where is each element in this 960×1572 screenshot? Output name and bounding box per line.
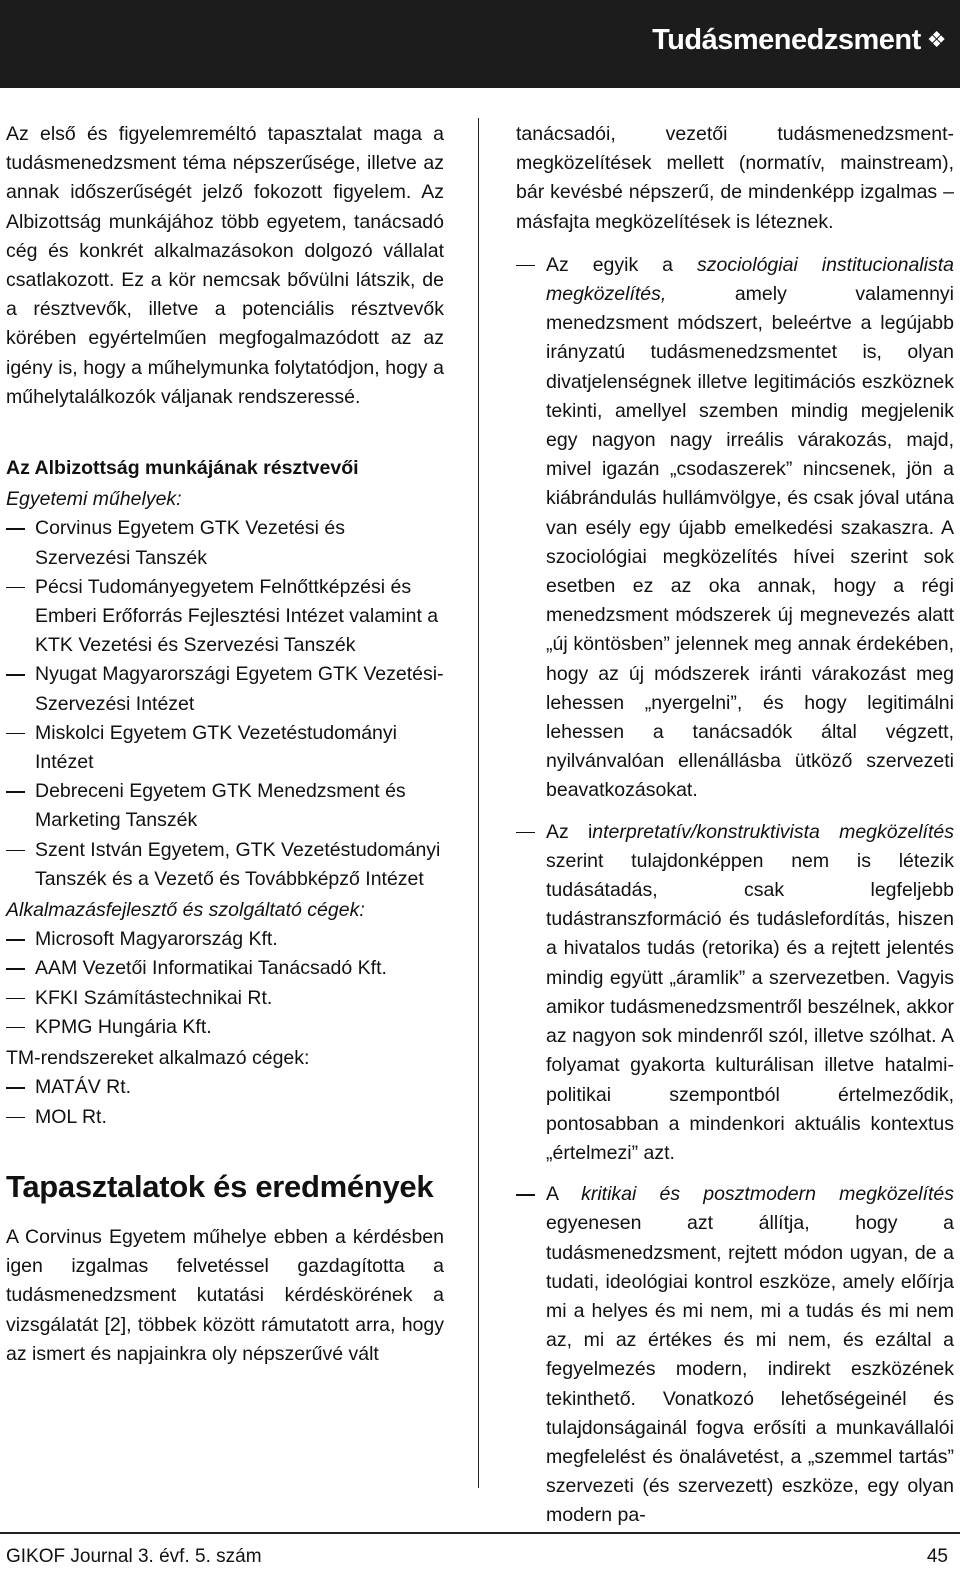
approach-term: kritikai és posztmodern megközelítés — [581, 1183, 954, 1206]
approaches-list — [516, 251, 954, 1531]
approach-item-interpretative — [516, 818, 954, 1168]
approach-text: Az i — [546, 820, 593, 843]
approach-term: szociológiai institucionalista megközelítés, — [546, 253, 954, 306]
list-item: Miskolci Egyetem GTK Vezetéstudományi Intézet — [6, 719, 444, 777]
universities-list — [6, 514, 444, 894]
list-item: MOL Rt. — [6, 1103, 444, 1132]
approach-text: egyenesen azt állítja, hogy a tudásmenedzsment, rejtett módon ugyan, de a tudati, ideológiai kontrol eszköze, amely előírja mi a helyes és mi nem, mi a tudás és mi nem az, mi az értékes és mi nem, és ezáltal a fegyelmezés modern, indirekt eszközének tekinthető. Vonatkozó lehetőségeinél és tulajdonságainál fogva erősíti a munkavállalói megfelelést és önalávetést, a „szemmel tartás” szervezeti (és szervezett) eszköze, egy olyan modern pa- — [546, 1212, 954, 1527]
column-divider — [478, 118, 479, 1488]
list-item: AAM Vezetői Informatikai Tanácsadó Kft. — [6, 954, 444, 983]
tm-users-label: TM-rendszereket alkalmazó cégek: — [6, 1047, 310, 1070]
approach-text: Az egyik a — [546, 253, 697, 276]
right-column — [516, 120, 954, 1531]
footer-rule — [0, 1532, 960, 1534]
approach-text: szerint tulajdonképpen nem is létezik tudásátadás, csak legfeljebb tudástranszformáció és tudáslefordítás, hiszen a hivatalos tudás (retorika) és a rejtett jelentés mindig együtt „áramlik” a szervezetben. Vagyis amikor tudásmenedzsmentről beszélnek, akkor az nagyon sok mindenről szól, illetve szólhat. A folyamat gyakorta kulturálisan illetve hatalmi-politikai szempontból értelmeződik, pontosabban a mindenkori aktuális kontextus „értelmezi” azt. — [546, 849, 954, 1164]
left-column — [6, 120, 444, 1369]
list-item: Szent István Egyetem, GTK Vezetéstudományi Tanszék és a Vezető és Továbbképző Intézet — [6, 836, 444, 894]
footer-journal: GIKOF Journal 3. évf. 5. szám — [6, 1546, 262, 1567]
approach-item-sociological — [516, 251, 954, 806]
list-item: Pécsi Tudományegyetem Felnőttképzési és Emberi Erőforrás Fejlesztési Intézet valamint a KTK Vezetési és Szervezési Tanszék — [6, 573, 444, 661]
list-item: Debreceni Egyetem GTK Menedzsment és Marketing Tanszék — [6, 777, 444, 835]
developers-label: Alkalmazásfejlesztő és szolgáltató cégek: — [6, 899, 365, 922]
list-item: MATÁV Rt. — [6, 1073, 444, 1102]
approach-item-critical — [516, 1180, 954, 1530]
participants-heading: Az Albizottság munkájának résztvevői — [6, 457, 359, 480]
header-title-block — [652, 24, 946, 57]
approach-text: amely valamennyi menedzsment módszert, beleértve a legújabb irányzatú tudásmenedzsmentet is, olyan divatjelenségnek illetve legitimációs eszköznek tekinti, amellyel szemben mindig megjelenik egy nagyon nagy irreális várakozás, majd, mivel igazán „csodaszerek” nincsenek, jön a kiábrándulás hullámvölgye, és csak jóval utána van esély egy újabb emelkedési szakaszra. A szociológiai megközelítés hívei szerint sok esetben ez az oka annak, hogy a régi menedzsment módszerek új megnevezés alatt „új köntösben” jelennek meg annak érdekében, hogy az új módszerek iránti várakozást meg lehessen „nyergelni”, és hogy legitimálni lehessen a tanácsadók által végzett, nyilvánvalóan ellenállásba ütköző szervezeti beavatkozásokat. — [546, 283, 954, 802]
list-item: KFKI Számítástechnikai Rt. — [6, 984, 444, 1013]
universities-label: Egyetemi műhelyek: — [6, 488, 182, 511]
approach-text: A — [546, 1183, 582, 1206]
section-paragraph: A Corvinus Egyetem műhelye ebben a kérdésben igen izgalmas felvetéssel gazdagította a tudásmenedzsment kutatási kérdéskörének a vizsgálatát [2], többek között rámutatott arra, hogy az ismert és napjainkra oly népszerűvé vált — [6, 1225, 444, 1365]
developers-list — [6, 925, 444, 1042]
list-item: Corvinus Egyetem GTK Vezetési és Szervezési Tanszék — [6, 514, 444, 572]
approach-term: nterpretatív/konstruktivista megközelítés — [592, 820, 954, 843]
continued-paragraph: tanácsadói, vezetői tudásmenedzsment-megközelítések mellett (normatív, mainstream), bár kevésbé népszerű, de mindenképp izgalmas – másfajta megközelítések is léteznek. — [516, 123, 954, 233]
header-title: Tudásmenedzsment — [652, 24, 921, 56]
list-item: Nyugat Magyarországi Egyetem GTK Vezetési- Szervezési Intézet — [6, 660, 444, 718]
page-header — [0, 0, 960, 88]
tm-users-list — [6, 1073, 444, 1131]
intro-paragraph: Az első és figyelemreméltó tapasztalat maga a tudásmenedzsment téma népszerűsége, illetve az annak időszerűségét jelző fokozott figyelem. Az Albizottság munkájához több egyetem, tanácsadó cég és konkrét alkalmazásokon dolgozó vállalat csatlakozott. Ez a kör nemcsak bővülni látszik, de a résztvevők, illetve a potenciális résztvevők körében egyértelműen megfogalmazódott az az igény is, hogy a műhelymunka folytatódjon, hogy a műhelytalálkozók váljanak rendszeressé. — [6, 123, 444, 408]
section-heading: Tapasztalatok és eredmények — [6, 1168, 434, 1204]
diamond-ornament-icon: ❖ — [926, 27, 946, 52]
page-number: 45 — [926, 1546, 948, 1567]
list-item: KPMG Hungária Kft. — [6, 1013, 444, 1042]
list-item: Microsoft Magyarország Kft. — [6, 925, 444, 954]
